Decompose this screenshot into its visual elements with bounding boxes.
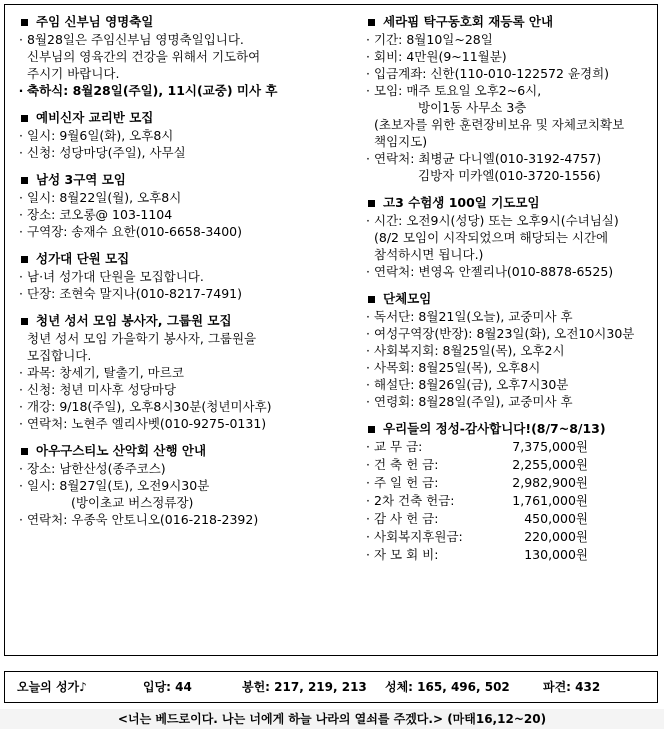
notice-line <box>15 398 345 415</box>
notice-line-text: 시간: 오전9시(성당) 또는 오후9시(수녀님실) <box>374 213 619 228</box>
section-title-text: 우리들의 정성-감사합니다!(8/7~8/13) <box>383 421 606 436</box>
notice-line <box>362 325 659 342</box>
notice-line <box>15 347 345 364</box>
square-bullet-icon <box>21 448 28 455</box>
notice-line-text: 모집합니다. <box>27 348 92 363</box>
right-column <box>362 13 659 574</box>
bullet-dot: · <box>366 343 370 358</box>
notice-line <box>362 82 659 99</box>
donation-label: 주 일 헌 금: <box>374 475 439 490</box>
bullet-dot: · <box>366 547 370 562</box>
square-bullet-icon <box>21 318 28 325</box>
notice-line <box>15 144 345 161</box>
donation-label: 사회복지후원금: <box>374 529 463 544</box>
notice-line-text: 연락처: 우종욱 안토니오(016-218-2392) <box>27 512 259 527</box>
notice-line <box>15 65 345 82</box>
bullet-dot: · <box>366 493 370 508</box>
donation-label: 건 축 헌 금: <box>374 457 439 472</box>
donation-row <box>362 546 659 564</box>
donation-row <box>362 492 659 510</box>
section-title <box>362 290 659 308</box>
bullet-dot: · <box>19 461 23 476</box>
bullet-dot: · <box>366 32 370 47</box>
notice-section <box>362 290 659 410</box>
donation-amount: 2,982,900원 <box>512 475 588 490</box>
notice-line <box>362 263 659 280</box>
bullet-dot: · <box>366 49 370 64</box>
notice-line-text: 신청: 성당마당(주일), 사무실 <box>27 145 186 160</box>
hymn-label: 오늘의 성가♪ <box>17 680 87 694</box>
notice-line <box>15 31 345 48</box>
notice-line <box>15 82 345 99</box>
notice-line <box>15 477 345 494</box>
notice-line <box>362 150 659 167</box>
notice-line-text: (초보자를 위한 훈련장비보유 및 자체코치확보 <box>374 117 625 132</box>
notice-line <box>15 364 345 381</box>
notice-line-text: 연락처: 변영옥 안젤리나(010-8878-6525) <box>374 264 614 279</box>
notice-line <box>362 308 659 325</box>
square-bullet-icon <box>21 115 28 122</box>
section-title <box>15 250 345 268</box>
bullet-dot: · <box>19 365 23 380</box>
notice-line-text: 기간: 8월10일~28일 <box>374 32 493 47</box>
hymn-recessional: 파견: 432 <box>543 680 601 694</box>
bullet-dot: · <box>19 224 23 239</box>
notice-line-text: 입금계좌: 신한(110-010-122572 윤경희) <box>374 66 610 81</box>
notice-line <box>15 223 345 240</box>
bullet-dot: · <box>366 475 370 490</box>
notice-line-text: 축하식: 8월28일(주일), 11시(교중) 미사 후 <box>27 83 278 98</box>
notice-line-text: 참석하시면 됩니다.) <box>374 247 484 262</box>
notice-line <box>15 330 345 347</box>
bullet-dot: · <box>366 457 370 472</box>
section-title-text: 청년 성서 모임 봉사자, 그룹원 모집 <box>36 313 232 328</box>
notice-line-text: 장소: 남한산성(종주코스) <box>27 461 166 476</box>
square-bullet-icon <box>21 256 28 263</box>
bullet-dot: · <box>19 32 23 47</box>
notice-line-text: 남·녀 성가대 단원을 모집합니다. <box>27 269 204 284</box>
section-title-text: 세라핌 탁구동호회 재등록 안내 <box>383 14 554 29</box>
notice-line <box>362 116 659 133</box>
donation-amount: 220,000원 <box>524 529 588 544</box>
notice-line <box>362 246 659 263</box>
notice-line <box>15 48 345 65</box>
notice-section <box>362 13 659 184</box>
notice-line-text: (8/2 모임이 시작되었으며 해당되는 시간에 <box>374 230 609 245</box>
bullet-dot: · <box>366 213 370 228</box>
section-title <box>15 442 345 460</box>
bullet-dot: · <box>19 145 23 160</box>
notice-line <box>362 342 659 359</box>
notice-line-text: (방이초교 버스정류장) <box>71 495 194 510</box>
donation-row <box>362 474 659 492</box>
notice-line <box>362 65 659 82</box>
notice-line-text: 단장: 조현숙 말지나(010-8217-7491) <box>27 286 243 301</box>
square-bullet-icon <box>368 426 375 433</box>
section-title <box>362 420 659 438</box>
bullet-dot: · <box>19 382 23 397</box>
notice-line <box>362 359 659 376</box>
bullet-dot: · <box>19 190 23 205</box>
section-title-text: 단체모임 <box>383 291 432 306</box>
section-title <box>15 171 345 189</box>
bullet-dot: · <box>19 512 23 527</box>
donation-label: 교 무 금: <box>374 439 423 454</box>
left-column <box>15 13 345 538</box>
notice-line-text: 방이1동 사무소 3층 <box>418 100 527 115</box>
bullet-dot: · <box>366 151 370 166</box>
square-bullet-icon <box>368 19 375 26</box>
notice-line-text: 8월28일은 주임신부님 영명축일입니다. <box>27 32 244 47</box>
notice-line <box>362 393 659 410</box>
notice-line <box>15 460 345 477</box>
section-title <box>362 194 659 212</box>
notice-line-text: 주시기 바랍니다. <box>27 66 120 81</box>
bullet-dot: · <box>19 286 23 301</box>
notice-line-text: 신청: 청년 미사후 성당마당 <box>27 382 176 397</box>
bullet-dot: · <box>19 478 23 493</box>
notice-line-text: 장소: 코오롱@ 103-1104 <box>27 207 173 222</box>
notice-section <box>362 194 659 280</box>
notice-line <box>15 206 345 223</box>
notice-line-text: 청년 성서 모임 가을학기 봉사자, 그룹원을 <box>27 331 257 346</box>
notice-section <box>15 442 345 528</box>
donation-label: 감 사 헌 금: <box>374 511 439 526</box>
bullet-dot: · <box>366 83 370 98</box>
notice-section <box>15 109 345 161</box>
section-title <box>15 13 345 31</box>
donation-row <box>362 456 659 474</box>
hymn-offertory: 봉헌: 217, 219, 213 <box>242 680 367 694</box>
bullet-dot: · <box>18 83 24 98</box>
section-title-text: 아우구스티노 산악회 산행 안내 <box>36 443 207 458</box>
notice-section <box>362 420 659 564</box>
square-bullet-icon <box>368 296 375 303</box>
notice-line <box>362 99 659 116</box>
notice-line <box>15 381 345 398</box>
notice-line-text: 사회복지회: 8월25일(목), 오후2시 <box>374 343 565 358</box>
notice-line <box>15 189 345 206</box>
donation-row <box>362 510 659 528</box>
section-title-text: 성가대 단원 모집 <box>36 251 130 266</box>
notice-line-text: 김방자 미카엘(010-3720-1556) <box>418 168 601 183</box>
bullet-dot: · <box>366 529 370 544</box>
section-title-text: 고3 수험생 100일 기도모임 <box>383 195 540 210</box>
bullet-dot: · <box>366 326 370 341</box>
donation-amount: 450,000원 <box>524 511 588 526</box>
notice-line <box>362 212 659 229</box>
donation-amount: 1,761,000원 <box>512 493 588 508</box>
hymn-bar <box>4 671 658 703</box>
donation-amount: 2,255,000원 <box>512 457 588 472</box>
notice-line <box>15 511 345 528</box>
section-title <box>362 13 659 31</box>
bullet-dot: · <box>366 511 370 526</box>
notice-line <box>362 133 659 150</box>
notice-line <box>15 494 345 511</box>
donation-amount: 7,375,000원 <box>512 439 588 454</box>
section-title-text: 남성 3구역 모임 <box>36 172 126 187</box>
bullet-dot: · <box>19 399 23 414</box>
bulletin-frame <box>4 4 658 656</box>
notice-line-text: 모임: 매주 토요일 오후2~6시, <box>374 83 542 98</box>
notice-line <box>362 376 659 393</box>
square-bullet-icon <box>21 177 28 184</box>
donation-row <box>362 438 659 456</box>
bullet-dot: · <box>366 309 370 324</box>
section-title-text: 예비신자 교리반 모집 <box>36 110 154 125</box>
notice-line-text: 연락처: 최병균 다니엘(010-3192-4757) <box>374 151 602 166</box>
section-title <box>15 312 345 330</box>
notice-line <box>15 415 345 432</box>
notice-line <box>362 167 659 184</box>
bullet-dot: · <box>19 269 23 284</box>
gospel-quote: <너는 베드로이다. 나는 너에게 하늘 나라의 열쇠를 주겠다.> (마태16,12~20) <box>0 709 664 729</box>
notice-section <box>15 250 345 302</box>
notice-line-text: 과목: 창세기, 탈출기, 마르코 <box>27 365 184 380</box>
notice-section <box>15 13 345 99</box>
donation-amount: 130,000원 <box>524 547 588 562</box>
notice-line <box>15 285 345 302</box>
notice-line <box>362 229 659 246</box>
notice-line-text: 사목회: 8월25일(목), 오후8시 <box>374 360 541 375</box>
section-title <box>15 109 345 127</box>
hymn-entrance: 입당: 44 <box>143 680 192 694</box>
bullet-dot: · <box>366 66 370 81</box>
notice-line-text: 일시: 8월27일(토), 오전9시30분 <box>27 478 210 493</box>
bullet-dot: · <box>19 416 23 431</box>
notice-line-text: 연락처: 노현주 엘리사벳(010-9275-0131) <box>27 416 267 431</box>
notice-line-text: 일시: 8월22일(월), 오후8시 <box>27 190 182 205</box>
square-bullet-icon <box>21 19 28 26</box>
notice-line <box>15 268 345 285</box>
notice-line-text: 구역장: 송재수 요한(010-6658-3400) <box>27 224 243 239</box>
bullet-dot: · <box>366 377 370 392</box>
bullet-dot: · <box>366 360 370 375</box>
bullet-dot: · <box>19 128 23 143</box>
bullet-dot: · <box>366 264 370 279</box>
notice-line-text: 신부님의 영육간의 건강을 위해서 기도하여 <box>27 49 261 64</box>
donation-row <box>362 528 659 546</box>
notice-line <box>362 48 659 65</box>
notice-line <box>15 127 345 144</box>
notice-line-text: 회비: 4만원(9~11월분) <box>374 49 507 64</box>
notice-line-text: 독서단: 8월21일(오늘), 교중미사 후 <box>374 309 573 324</box>
hymn-communion: 성체: 165, 496, 502 <box>385 680 510 694</box>
bullet-dot: · <box>19 207 23 222</box>
bullet-dot: · <box>366 394 370 409</box>
square-bullet-icon <box>368 200 375 207</box>
notice-section <box>15 312 345 432</box>
section-title-text: 주임 신부님 영명축일 <box>36 14 154 29</box>
notice-line-text: 해설단: 8월26일(금), 오후7시30분 <box>374 377 569 392</box>
notice-line-text: 연령회: 8월28일(주일), 교중미사 후 <box>374 394 573 409</box>
notice-line-text: 개강: 9/18(주일), 오후8시30분(청년미사후) <box>27 399 272 414</box>
donation-label: 자 모 회 비: <box>374 547 439 562</box>
donation-label: 2차 건축 헌금: <box>374 493 455 508</box>
notice-line-text: 일시: 9월6일(화), 오후8시 <box>27 128 174 143</box>
notice-line-text: 여성구역장(반장): 8월23일(화), 오전10시30분 <box>374 326 635 341</box>
notice-line <box>362 31 659 48</box>
bullet-dot: · <box>366 439 370 454</box>
notice-line-text: 책임지도) <box>374 134 428 149</box>
notice-section <box>15 171 345 240</box>
